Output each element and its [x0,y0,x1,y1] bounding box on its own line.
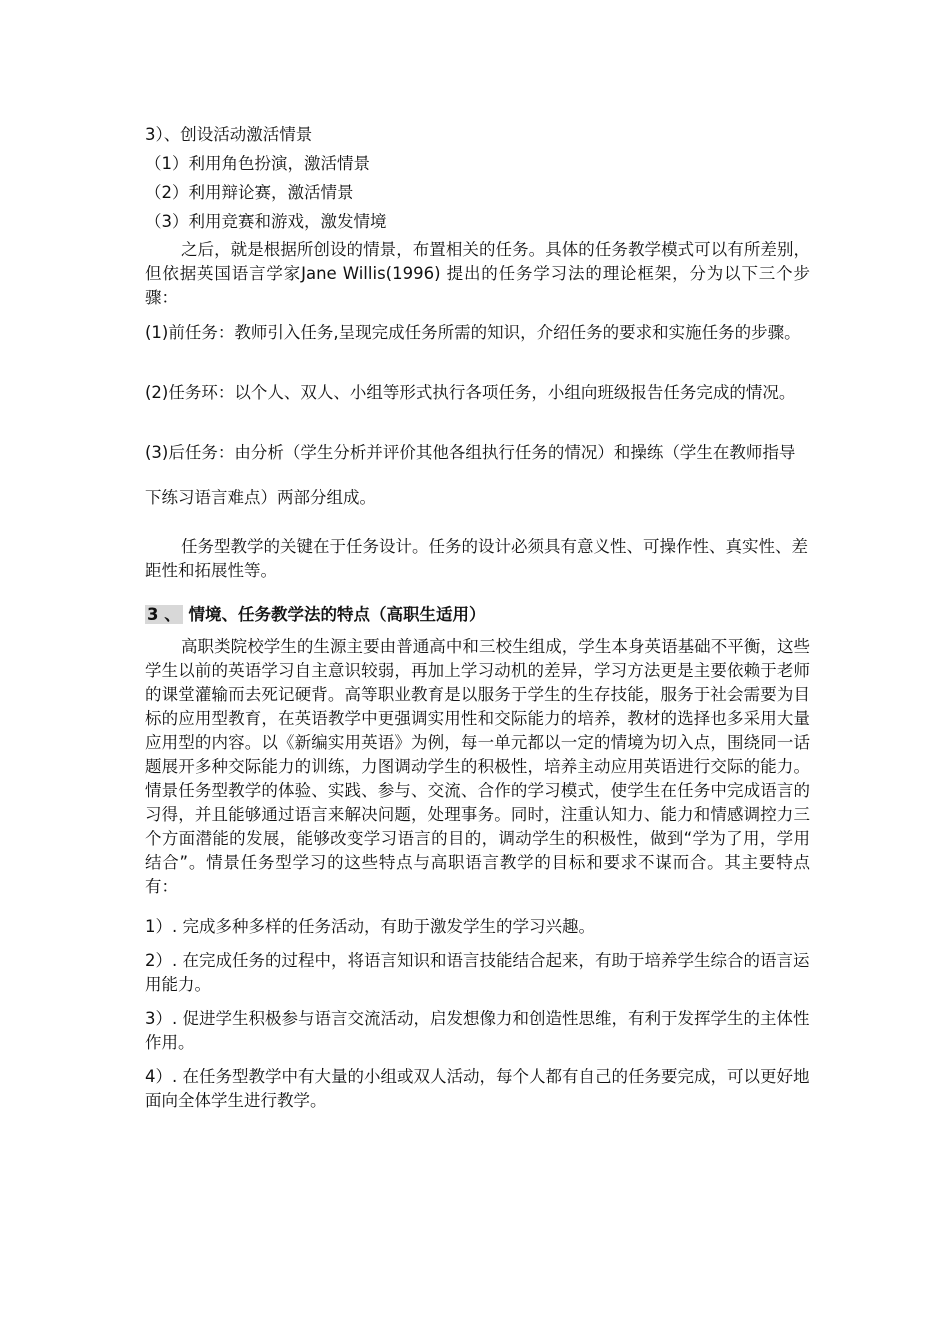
step-task-cycle: (2)任务环：以个人、双人、小组等形式执行各项任务，小组向班级报告任务完成的情况。 [145,383,796,402]
features-list [145,915,810,1113]
feature-item: 3）. 促进学生积极参与语言交流活动，启发想像力和创造性思维，有利于发挥学生的主体性作用。 [145,1009,810,1052]
section-heading [145,601,810,629]
feature-item: 4）. 在任务型教学中有大量的小组或双人活动，每个人都有自己的任务要完成，可以更好地面向全体学生进行教学。 [145,1067,810,1110]
document-page [145,120,810,1123]
feature-item: 1）. 完成多种多样的任务活动，有助于激发学生的学习兴趣。 [145,917,595,936]
activity-item: （3）利用竞赛和游戏，激发情境 [145,212,387,231]
activity-item: （1）利用角色扮演，激活情景 [145,154,370,173]
intro-paragraph: 之后，就是根据所创设的情景，布置相关的任务。具体的任务教学模式可以有所差别，但依据英国语言学家Jane Willis(1996) 提出的任务学习法的理论框架，分为以下三个步骤： [145,240,810,307]
step-pre-task: (1)前任务：教师引入任务,呈现完成任务所需的知识，介绍任务的要求和实施任务的步骤。 [145,323,801,342]
section-paragraph: 高职类院校学生的生源主要由普通高中和三校生组成，学生本身英语基础不平衡，这些学生以前的英语学习自主意识较弱，再加上学习动机的差异，学习方法更是主要依赖于老师的课堂灌输而去死记硬背。高等职业教育是以服务于学生的生存技能，服务于社会需要为目标的应用型教育，在英语教学中更强调实用性和交际能力的培养，教材的选择也多采用大量应用型的内容。以《新编实用英语》为例，每一单元都以一定的情境为切入点，围绕同一话题展开多种交际能力的训练，力图调动学生的积极性，培养主动应用英语进行交际的能力。情景任务型教学的体验、实践、参与、交流、合作的学习模式，使学生在任务中完成语言的习得，并且能够通过语言来解决问题，处理事务。同时，注重认知力、能力和情感调控力三个方面潜能的发展，能够改变学习语言的目的，调动学生的积极性，做到“学为了用，学用结合”。情景任务型学习的这些特点与高职语言教学的目标和要求不谋而合。其主要特点有： [145,637,810,896]
step-post-task: (3)后任务：由分析（学生分析并评价其他各组执行任务的情况）和操练（学生在教师指导下练习语言难点）两部分组成。 [145,443,796,507]
section-number: 3 、 [147,605,181,624]
feature-item: 2）. 在完成任务的过程中，将语言知识和语言技能结合起来，有助于培养学生综合的语言运用能力。 [145,951,810,994]
key-paragraph: 任务型教学的关键在于任务设计。任务的设计必须具有意义性、可操作性、真实性、差距性和拓展性等。 [145,537,808,580]
section-activities-title: 3）、创设活动激活情景 [145,125,313,144]
section-title: 情境、任务教学法的特点（高职生适用） [188,605,486,624]
activity-item: （2）利用辩论赛，激活情景 [145,183,354,202]
